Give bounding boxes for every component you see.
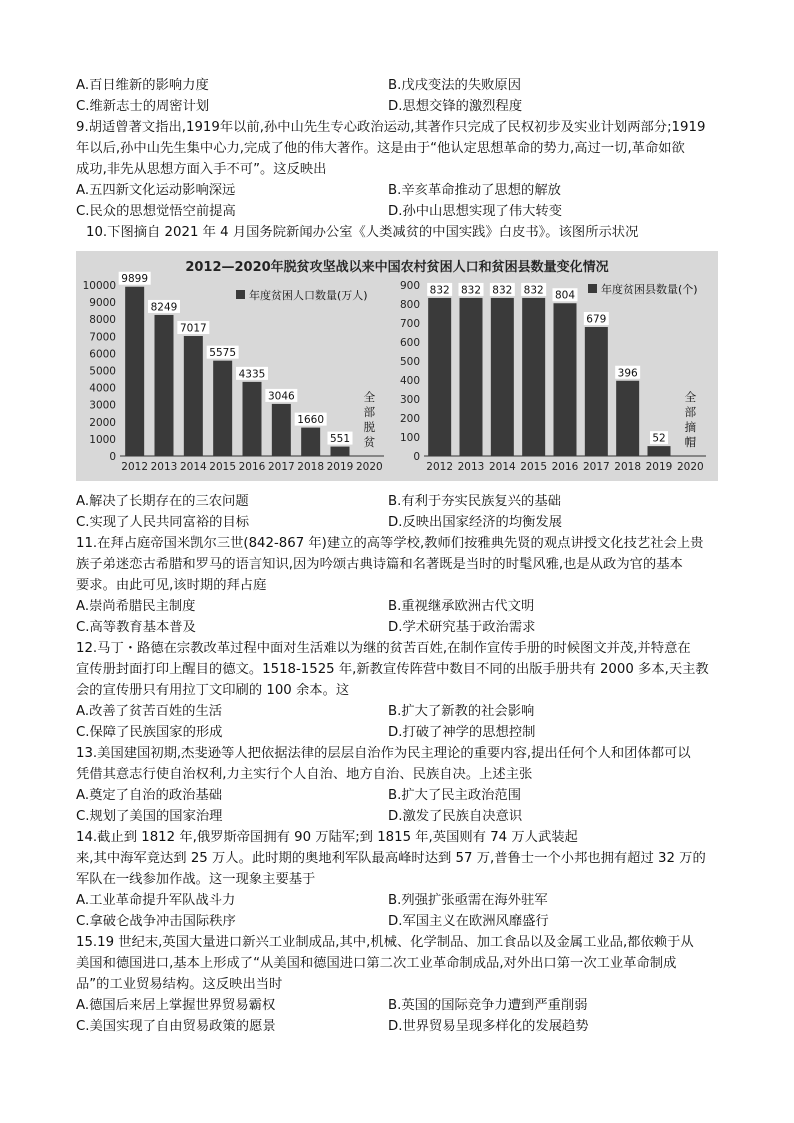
population-x-tick-label: 2015	[209, 461, 237, 473]
population-value-label: 4335	[238, 368, 266, 381]
population-y-tick-label: 6000	[89, 348, 116, 361]
county-y-tick-label: 700	[399, 318, 420, 330]
population-y-tick-label: 9000	[89, 297, 116, 310]
chart-title: 2012—2020年脱贫攻坚战以来中国农村贫困人口和贫困县数量变化情况	[185, 260, 609, 275]
population-y-tick-label: 0	[109, 451, 116, 463]
county-y-tick-label: 300	[399, 394, 420, 406]
population-x-tick-label: 2016	[238, 461, 266, 473]
population-x-tick-label: 2020	[355, 461, 383, 473]
population-value-label: 8249	[150, 301, 178, 314]
q13-option-a: A.奠定了自治的政治基础	[76, 788, 223, 803]
county-value-label: 804	[554, 289, 576, 302]
q9-option-d: D.孙中山思想实现了伟大转变	[388, 204, 563, 219]
county-value-label: 396	[617, 367, 638, 380]
population-value-label: 7017	[179, 322, 207, 335]
county-y-tick-label: 100	[399, 432, 420, 444]
population-y-tick-label: 8000	[89, 314, 116, 327]
q14-option-b: B.列强扩张亟需在海外驻军	[388, 893, 548, 908]
population-y-tick-label: 2000	[89, 416, 116, 429]
population-x-tick-label: 2013	[150, 461, 178, 473]
q9-option-c: C.民众的思想觉悟空前提高	[76, 204, 236, 219]
q9-option-b: B.辛亥革命推动了思想的解放	[388, 183, 561, 198]
q10-option-d: D.反映出国家经济的均衡发展	[388, 515, 563, 530]
q12-stem-line-3: 会的宣传册只有用拉丁文印刷的 100 余本。这	[76, 683, 350, 698]
population-annotation-char: 脱	[363, 420, 376, 434]
q11-stem-line-3: 要求。由此可见,该时期的拜占庭	[76, 578, 267, 593]
county-x-tick-label: 2016	[551, 461, 579, 473]
county-x-tick-label: 2019	[645, 461, 673, 473]
county-x-tick-label: 2015	[520, 461, 548, 473]
population-y-tick-label: 10000	[82, 280, 116, 292]
q11-option-b: B.重视继承欧洲古代文明	[388, 599, 535, 614]
q9-stem-line-3: 成功,非先从思想方面入手不可”。这反映出	[76, 162, 327, 177]
q13-option-c: C.规划了美国的国家治理	[76, 809, 223, 824]
q14-option-d: D.军国主义在欧洲风靡盛行	[388, 914, 549, 929]
county-annotation-char: 摘	[684, 420, 697, 434]
q12-option-a: A.改善了贫苦百姓的生活	[76, 704, 223, 719]
population-x-tick-label: 2012	[121, 461, 149, 473]
q10-stem: 10.下图摘自 2021 年 4 月国务院新闻办公室《人类减贫的中国实践》白皮书》。该图所示状况	[86, 225, 639, 240]
q14-option-a: A.工业革命提升军队战斗力	[76, 893, 236, 908]
county-y-tick-label: 400	[399, 375, 420, 387]
population-bar	[155, 315, 174, 456]
q13-stem-line-1: 13.美国建国初期,杰斐逊等人把依据法律的层层自治作为民主理论的重要内容,提出任何个人和团体都可以	[76, 746, 691, 761]
county-bar	[522, 298, 545, 456]
q13-option-d: D.激发了民族自决意识	[388, 809, 523, 824]
county-y-tick-label: 0	[413, 451, 420, 463]
q14-stem-line-2: 来,其中海军竟达到 25 万人。此时期的奥地利军队最高峰时达到 57 万,普鲁士一个小邦也拥有超过 32 万的	[76, 851, 706, 866]
q11-stem-line-1: 11.在拜占庭帝国米凯尔三世(842-867 年)建立的高等学校,教师们按雅典先贤的观点讲授文化技艺社会上贵	[76, 536, 704, 551]
population-y-tick-label: 3000	[89, 399, 116, 412]
poverty-chart-figure	[76, 251, 718, 481]
q15-option-b: B.英国的国际竞争力遭到严重削弱	[388, 998, 588, 1013]
q9-option-a: A.五四新文化运动影响深远	[76, 183, 236, 198]
q10-option-c: C.实现了人民共同富裕的目标	[76, 515, 250, 530]
county-legend-swatch	[588, 284, 597, 293]
population-bar	[301, 428, 320, 456]
county-legend-label: 年度贫困县数量(个)	[601, 283, 698, 296]
county-x-tick-label: 2017	[582, 461, 610, 473]
county-bar	[616, 381, 639, 456]
county-bar	[428, 298, 451, 456]
q10-option-a: A.解决了长期存在的三农问题	[76, 494, 249, 509]
population-value-label: 5575	[209, 347, 237, 360]
population-x-tick-label: 2017	[267, 461, 295, 473]
county-bar	[585, 327, 608, 456]
county-x-tick-label: 2014	[488, 461, 516, 473]
population-x-tick-label: 2018	[297, 461, 325, 473]
q15-option-c: C.美国实现了自由贸易政策的愿景	[76, 1019, 276, 1034]
county-value-label: 52	[652, 432, 666, 445]
q8-option-a: A.百日维新的影响力度	[76, 78, 209, 93]
county-bar	[460, 298, 483, 456]
population-y-tick-label: 4000	[89, 382, 116, 395]
q11-option-d: D.学术研究基于政治需求	[388, 620, 536, 635]
q9-stem-line-2: 年以后,孙中山先生集中心力,完成了他的伟大著作。这是由于“他认定思想革命的势力,高过一切,革命如欲	[76, 141, 685, 156]
q13-option-b: B.扩大了民主政治范围	[388, 788, 522, 803]
population-x-tick-label: 2019	[326, 461, 354, 473]
q14-stem-line-1: 14.截止到 1812 年,俄罗斯帝国拥有 90 万陆军;到 1815 年,英国则有 74 万人武装起	[76, 830, 578, 845]
population-legend-label: 年度贫困人口数量(万人)	[249, 289, 368, 302]
county-value-label: 679	[586, 313, 607, 326]
county-y-tick-label: 900	[399, 280, 420, 292]
county-x-tick-label: 2013	[457, 461, 485, 473]
county-bar	[648, 446, 671, 456]
q12-option-c: C.保障了民族国家的形成	[76, 725, 223, 740]
q14-option-c: C.拿破仑战争冲击国际秩序	[76, 914, 236, 929]
poverty-chart	[76, 251, 718, 481]
population-bar	[125, 287, 144, 456]
county-annotation-char: 帽	[684, 435, 697, 449]
q11-stem-line-2: 族子弟迷恋古希腊和罗马的语言知识,因为吟颂古典诗篇和名著既是当时的时髦风雅,也是从政为官的基本	[76, 557, 683, 572]
q9-stem-line-1: 9.胡适曾著文指出,1919年以前,孙中山先生专心政治运动,其著作只完成了民权初步及实业计划两部分;1919	[76, 120, 706, 135]
q15-stem-line-3: 品”的工业贸易结构。这反映出当时	[76, 977, 283, 992]
county-x-tick-label: 2020	[676, 461, 704, 473]
population-x-tick-label: 2014	[179, 461, 207, 473]
county-value-label: 832	[460, 284, 482, 297]
population-value-label: 9899	[121, 273, 149, 286]
q14-stem-line-3: 军队在一线参加作战。这一现象主要基于	[76, 872, 316, 887]
q15-option-d: D.世界贸易呈现多样化的发展趋势	[388, 1019, 589, 1034]
county-bar	[554, 303, 577, 456]
q15-stem-line-2: 美国和德国进口,基本上形成了“从美国和德国进口第二次工业革命制成品,对外出口第一次工业革命制成	[76, 956, 677, 971]
q13-stem-line-2: 凭借其意志行使自治权利,力主实行个人自治、地方自治、民族自决。上述主张	[76, 767, 533, 782]
county-y-tick-label: 600	[399, 337, 420, 349]
county-value-label: 832	[492, 284, 513, 297]
q8-option-c: C.维新志士的周密计划	[76, 99, 210, 114]
q15-stem-line-1: 15.19 世纪末,英国大量进口新兴工业制成品,其中,机械、化学制品、加工食品以及金属工业品,都依赖于从	[76, 935, 694, 950]
county-bar	[491, 298, 514, 456]
county-x-tick-label: 2018	[614, 461, 642, 473]
population-bar	[331, 447, 350, 456]
population-value-label: 1660	[297, 414, 325, 427]
county-value-label: 832	[523, 284, 544, 297]
q12-stem-line-1: 12.马丁・路德在宗教改革过程中面对生活难以为继的贫苦百姓,在制作宣传手册的时候图文并茂,并特意在	[76, 641, 691, 656]
county-y-tick-label: 200	[399, 413, 420, 425]
q8-option-d: D.思想交锋的激烈程度	[388, 99, 523, 114]
population-y-tick-label: 5000	[89, 365, 116, 378]
q12-option-d: D.打破了神学的思想控制	[388, 725, 536, 740]
population-bar	[243, 382, 262, 456]
q10-option-b: B.有利于夯实民族复兴的基础	[388, 494, 561, 509]
q11-option-c: C.高等教育基本普及	[76, 620, 196, 635]
q11-option-a: A.崇尚希腊民主制度	[76, 599, 196, 614]
county-value-label: 832	[429, 284, 450, 297]
population-legend-swatch	[236, 290, 245, 299]
population-bar	[184, 336, 203, 456]
population-annotation-char: 全	[363, 390, 376, 404]
county-x-tick-label: 2012	[426, 461, 454, 473]
q8-option-b: B.戊戌变法的失败原因	[388, 78, 522, 93]
county-chart	[400, 280, 706, 473]
population-value-label: 3046	[267, 390, 295, 403]
population-bar	[272, 404, 291, 456]
county-annotation-char: 全	[684, 390, 697, 404]
population-annotation-char: 部	[363, 405, 376, 419]
q12-option-b: B.扩大了新教的社会影响	[388, 704, 535, 719]
population-chart	[83, 272, 384, 473]
population-annotation-char: 贫	[363, 435, 376, 449]
population-value-label: 551	[329, 433, 351, 446]
population-bar	[213, 361, 232, 456]
county-y-tick-label: 800	[399, 299, 420, 311]
county-annotation-char: 部	[684, 405, 697, 419]
q12-stem-line-2: 宣传册封面打印上醒目的德文。1518-1525 年,新教宣传阵营中数目不同的出版手册共有 2000 多本,天主教	[76, 662, 709, 677]
county-y-tick-label: 500	[399, 356, 420, 368]
q15-option-a: A.德国后来居上掌握世界贸易霸权	[76, 998, 276, 1013]
population-y-tick-label: 1000	[89, 433, 116, 446]
population-y-tick-label: 7000	[89, 331, 116, 344]
